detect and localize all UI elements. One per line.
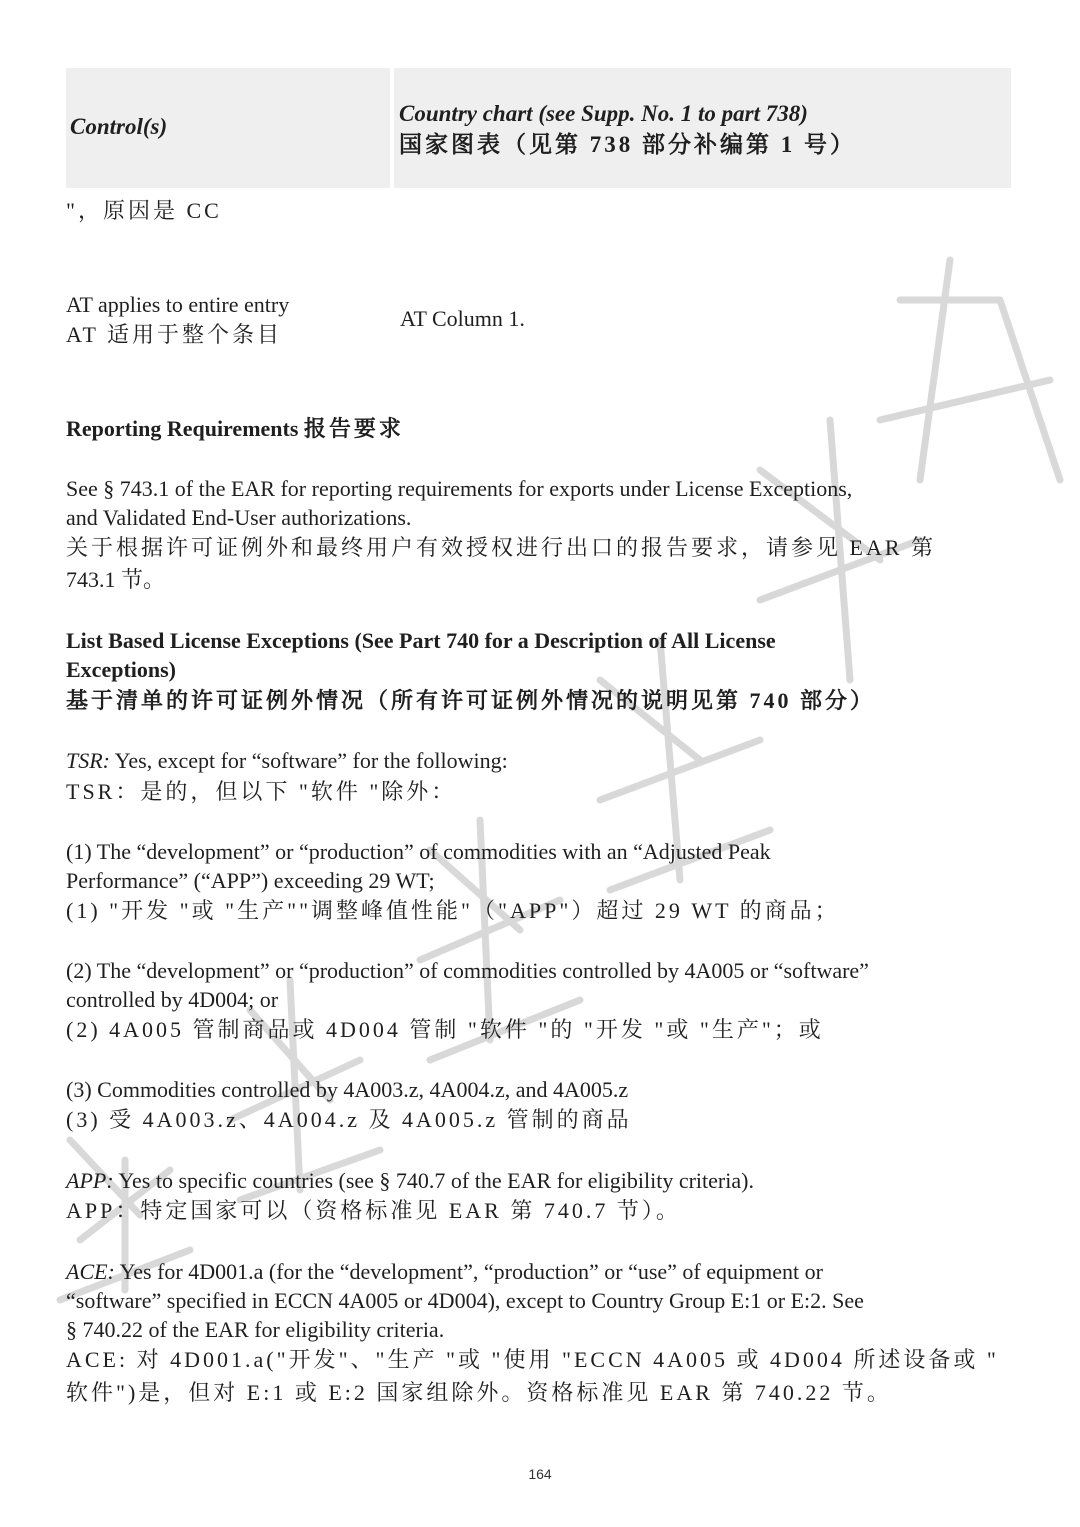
reporting-heading-en: Reporting Requirements xyxy=(66,416,299,441)
ace-zh-1: ACE: 对 4D001.a("开发"、"生产 "或 "使用 "ECCN 4A005 或 4D004 所述设备或 " xyxy=(66,1347,999,1372)
tsr-line xyxy=(66,746,508,776)
tsr-text: Yes, except for “software” for the following: xyxy=(110,748,508,773)
at-row-value: AT Column 1. xyxy=(400,306,525,331)
country-chart-header-en: Country chart (see Supp. No. 1 to part 738) xyxy=(399,101,808,126)
list-based-heading-zh: 基于清单的许可证例外情况（所有许可证例外情况的说明见第 740 部分） xyxy=(66,688,876,713)
reporting-line-1: See § 743.1 of the EAR for reporting requirements for exports under License Exceptions, xyxy=(66,476,853,501)
app-text: Yes to specific countries (see § 740.7 of the EAR for eligibility criteria). xyxy=(113,1168,754,1193)
country-chart-header-zh: 国家图表（见第 738 部分补编第 1 号） xyxy=(399,132,856,157)
reporting-zh-1: 关于根据许可证例外和最终用户有效授权进行出口的报告要求，请参见 EAR 第 xyxy=(66,535,937,560)
list-based-heading-2: Exceptions) xyxy=(66,657,176,682)
reason-fragment: "，原因是 CC xyxy=(66,198,222,223)
app-label: APP: xyxy=(66,1168,114,1193)
ace-line-2: “software” specified in ECCN 4A005 or 4D004), except to Country Group E:1 or E:2. See xyxy=(66,1288,864,1313)
page-number: 164 xyxy=(528,1466,552,1482)
column-divider xyxy=(390,68,394,188)
at-row-label-en: AT applies to entire entry xyxy=(66,292,290,317)
reporting-line-2: and Validated End-User authorizations. xyxy=(66,505,412,530)
ace-label: ACE: xyxy=(66,1259,115,1284)
item1-en-2: Performance” (“APP”) exceeding 29 WT; xyxy=(66,868,435,893)
controls-header: Control(s) xyxy=(70,114,168,139)
item2-en-1: (2) The “development” or “production” of commodities controlled by 4A005 or “software” xyxy=(66,958,869,983)
item1-en-1: (1) The “development” or “production” of commodities with an “Adjusted Peak xyxy=(66,839,771,864)
item3-zh: (3) 受 4A003.z、4A004.z 及 4A005.z 管制的商品 xyxy=(66,1107,632,1132)
reporting-zh-2: 743.1 节。 xyxy=(66,567,166,592)
ace-text-1: Yes for 4D001.a (for the “development”, “production” or “use” of equipment or xyxy=(114,1259,823,1284)
app-line xyxy=(66,1166,754,1196)
tsr-label: TSR: xyxy=(66,748,110,773)
at-row-label-zh: AT 适用于整个条目 xyxy=(66,322,282,347)
item2-en-2: controlled by 4D004; or xyxy=(66,987,279,1012)
app-zh: APP：特定国家可以（资格标准见 EAR 第 740.7 节）。 xyxy=(66,1198,681,1223)
list-based-heading-1: List Based License Exceptions (See Part 740 for a Description of All License xyxy=(66,628,776,653)
reporting-heading xyxy=(66,414,404,444)
ace-line-1 xyxy=(66,1257,823,1287)
ace-zh-2: 软件")是，但对 E:1 或 E:2 国家组除外。资格标准见 EAR 第 740.22 节。 xyxy=(66,1380,892,1405)
item1-zh: (1) "开发 "或 "生产""调整峰值性能"（"APP"）超过 29 WT 的商品； xyxy=(66,898,840,923)
country-chart-header xyxy=(399,98,856,160)
ace-line-3: § 740.22 of the EAR for eligibility criteria. xyxy=(66,1317,445,1342)
reporting-heading-zh: 报告要求 xyxy=(303,416,404,441)
table-header xyxy=(66,68,1011,188)
item2-zh: (2) 4A005 管制商品或 4D004 管制 "软件 "的 "开发 "或 "生产"；或 xyxy=(66,1017,824,1042)
item3-en: (3) Commodities controlled by 4A003.z, 4A004.z, and 4A005.z xyxy=(66,1077,629,1102)
tsr-zh: TSR：是的，但以下 "软件 "除外： xyxy=(66,779,457,804)
